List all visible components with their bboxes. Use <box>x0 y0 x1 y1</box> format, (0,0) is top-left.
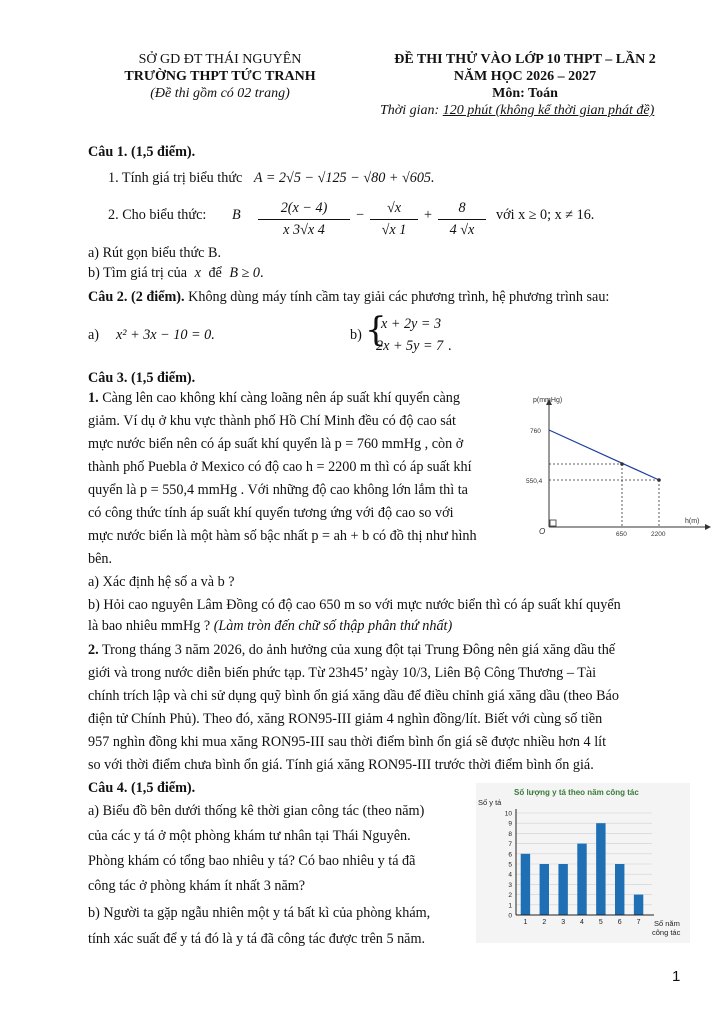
fraction-3: 8 4 √x <box>438 200 486 239</box>
subject: Môn: Toán <box>492 86 558 101</box>
q3-line-8: bên. <box>88 551 113 567</box>
page-number: 1 <box>672 968 681 985</box>
q4-line-3: Phòng khám có tổng bao nhiêu y tá? Có bao nhiêu y tá đã <box>88 853 416 869</box>
school-year: NĂM HỌC 2026 – 2027 <box>453 69 597 84</box>
q3-p2-line-2: giới và trong nước diễn biến phức tạp. Từ 23h45’ ngày 10/3, Liên Bộ Công Thương – Tài <box>88 665 597 681</box>
brace-icon: { <box>365 310 387 350</box>
y-tick-label: 5 <box>508 861 512 869</box>
x-tick-label: 7 <box>636 919 641 926</box>
bar-7 <box>634 895 643 915</box>
chart-title: Số lượng y tá theo năm công tác <box>514 788 639 797</box>
q2-a-label: a) <box>88 327 100 343</box>
header-department: SỞ GD ĐT THÁI NGUYÊN <box>138 52 302 67</box>
q2-a-equation: x² + 3x − 10 = 0. <box>116 327 215 343</box>
chart-y-label: Số y tá <box>478 798 502 807</box>
q1-part1: 1. Tính giá trị biểu thức A = 2√5 − √125 − √80 + √605. <box>108 170 435 186</box>
q3-line-4: thành phố Puebla ở Mexico có độ cao h = 2200 m thì có áp suất khí <box>88 459 472 475</box>
bar-4 <box>577 844 586 915</box>
bar-2 <box>540 864 549 915</box>
q4-line-6: tính xác suất để y tá đó là y tá đã công tác được trên 5 năm. <box>88 931 426 947</box>
x-tick-label: 5 <box>598 919 603 926</box>
y-tick-760: 760 <box>530 428 541 435</box>
x-tick-label: 4 <box>580 919 584 926</box>
q2-b-eq2: 2x + 5y = 7 <box>376 338 444 354</box>
q3-p2-line-6: so với thời điểm chưa bình ổn giá. Tính giá xăng RON95-III trước thời điểm bình ổn giá. <box>88 757 594 773</box>
y-tick-label: 2 <box>508 892 512 900</box>
x-tick-2200: 2200 <box>651 531 666 538</box>
q3-p2-line-4: điện tử Chính Phủ). Theo đó, xăng RON95-III giảm 4 nghìn đồng/lít. Biết với cùng số tiền <box>88 711 603 727</box>
q4-line-5: b) Người ta gặp ngẫu nhiên một y tá bất kì của phòng khám, <box>88 905 431 921</box>
header-school: TRƯỜNG THPT TỨC TRANH <box>124 69 316 84</box>
q3-b: b) Hỏi cao nguyên Lâm Đồng có độ cao 650 m so với mực nước biển thì có áp suất khí quyển <box>88 597 621 613</box>
q2-b-eq1: x + 2y = 3 <box>381 316 442 332</box>
q3-line-3: mực nước biển nên có áp suất khí quyển là p = 760 mmHg , còn ở <box>88 436 464 452</box>
q3-line-7: mực nước biển là một hàm số bậc nhất p = ah + b có đồ thị như hình <box>88 528 477 544</box>
y-tick-label: 1 <box>508 902 512 910</box>
x-tick-label: 2 <box>542 919 547 926</box>
q3-b-line2: là bao nhiêu mmHg ? (Làm tròn đến chữ số thập phân thứ nhất) <box>88 618 453 634</box>
y-tick-label: 9 <box>508 820 512 828</box>
chart-x-label-1: Số năm <box>654 919 680 928</box>
pressure-height-graph <box>525 392 715 542</box>
q3-line-1: 1. Càng lên cao không khí càng loãng nên áp suất khí quyển càng <box>88 390 460 406</box>
q1-a: a) Rút gọn biểu thức B. <box>88 245 221 261</box>
q4-line-2: của các y tá ở một phòng khám tư nhân tại Thái Nguyên. <box>88 828 411 844</box>
origin-label: O <box>539 527 546 536</box>
y-tick-550: 550,4 <box>526 478 543 485</box>
bar-3 <box>558 864 567 915</box>
q3-line-5: quyển là p = 550,4 mmHg . Với những độ cao không lớn lắm thì ta <box>88 482 468 498</box>
q3-p2-line-5: 957 nghìn đồng khi mua xăng RON95-III sau thời điểm bình ổn giá sẽ được nhiều hơn 4 lít <box>88 734 607 750</box>
x-axis-label: h(m) <box>685 518 700 525</box>
bar-6 <box>615 864 624 915</box>
q1-title: Câu 1. (1,5 điểm). <box>88 144 196 160</box>
y-tick-label: 7 <box>508 841 512 849</box>
q1-condition: với x ≥ 0; x ≠ 16. <box>496 207 595 223</box>
q3-line-2: giảm. Ví dụ ở khu vực thành phố Hồ Chí Minh đều có độ cao sát <box>88 413 456 429</box>
y-tick-label: 10 <box>504 810 512 818</box>
q2-b-label: b) <box>350 327 362 343</box>
bar-1 <box>521 854 530 915</box>
q3-p2-line-3: chính trích lập và chi sử dụng quỹ bình ổn giá xăng dầu để điều chỉnh giá xăng dầu (theo Báo <box>88 688 619 704</box>
exam-title: ĐỀ THI THỬ VÀO LỚP 10 THPT – LẦN 2 <box>394 52 656 67</box>
q4-line-1: a) Biểu đồ bên dưới thống kê thời gian công tác (theo năm) <box>88 803 425 819</box>
fraction-2: √x √x 1 <box>370 200 418 239</box>
q2-title: Câu 2. (2 điểm). Không dùng máy tính cầm tay giải các phương trình, hệ phương trình sau: <box>88 289 610 305</box>
q1-b: b) Tìm giá trị của x để B ≥ 0. <box>88 265 264 281</box>
q4-line-4: công tác ở phòng khám ít nhất 3 năm? <box>88 878 306 894</box>
y-tick-label: 8 <box>508 830 512 838</box>
x-tick-label: 3 <box>561 919 566 926</box>
x-tick-label: 1 <box>523 919 528 926</box>
bar-5 <box>596 823 605 915</box>
q3-title: Câu 3. (1,5 điểm). <box>88 370 196 386</box>
fraction-1: 2(x − 4) x 3√x 4 <box>258 200 350 239</box>
y-tick-label: 0 <box>508 912 512 920</box>
y-tick-label: 6 <box>508 851 512 859</box>
q1-part2: 2. Cho biểu thức: B 2(x − 4) x 3√x 4 − √x √x 1 + 8 4 √x với x ≥ 0; x ≠ 16. <box>108 200 595 238</box>
q3-a: a) Xác định hệ số a và b ? <box>88 574 235 590</box>
chart-x-label-2: công tác <box>652 928 681 937</box>
exam-time: Thời gian: 120 phút (không kể thời gian phát đề) <box>380 103 655 118</box>
q3-p2-line-1: 2. Trong tháng 3 năm 2026, do ảnh hưởng của xung đột tại Trung Đông nên giá xăng dầu thế <box>88 642 616 658</box>
nurse-years-bar-chart <box>476 783 690 943</box>
q4-title: Câu 4. (1,5 điểm). <box>88 780 196 796</box>
pressure-line <box>549 430 659 480</box>
y-tick-label: 4 <box>508 871 512 879</box>
header-page-count: (Đề thi gồm có 02 trang) <box>150 86 290 101</box>
y-axis-label: p(mmHg) <box>533 397 563 404</box>
y-tick-label: 3 <box>508 881 512 889</box>
q3-line-6: có công thức tính áp suất khí quyển tương ứng với độ cao so với <box>88 505 454 521</box>
x-tick-650: 650 <box>616 531 627 538</box>
x-tick-label: 6 <box>617 919 622 926</box>
q1-part1-expression: A = 2√5 − √125 − √80 + √605. <box>253 170 435 186</box>
